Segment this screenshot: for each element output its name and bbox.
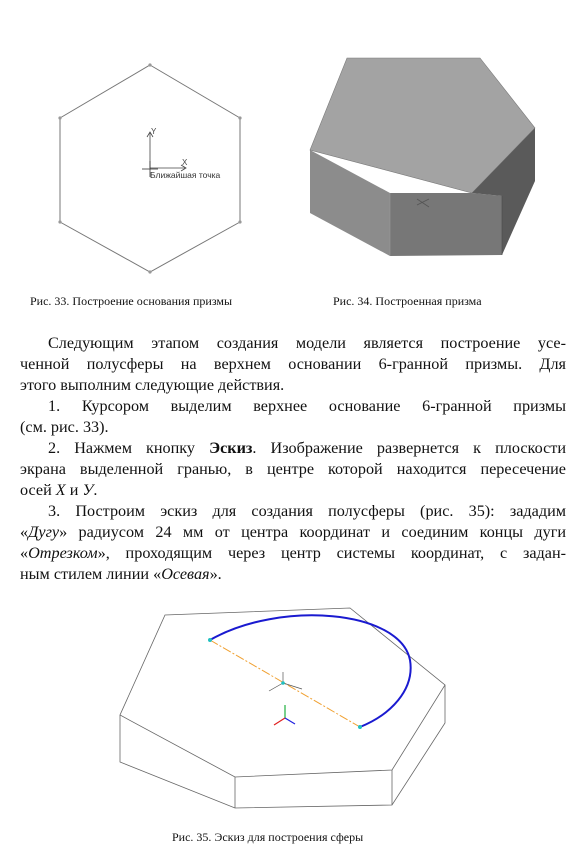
text-line: 3. Построим эскиз для создания полусферы (рис. 35): зададим — [48, 502, 566, 520]
axis-x-label: X — [182, 158, 188, 167]
arc-endpoint — [358, 725, 362, 729]
paragraph-step-1 — [20, 396, 566, 438]
text-line: 1. Курсором выделим верхнее основание 6-гранной призмы — [48, 397, 566, 415]
figure-34-prism-3d — [305, 55, 565, 260]
arc-endpoint — [208, 638, 212, 642]
coordinate-axes — [147, 132, 186, 171]
figure-33-hexagon-sketch — [50, 55, 250, 280]
text-line: осей X и У. — [20, 481, 98, 499]
text-line: «Дугу» радиусом 24 мм от центра координат и соединим концы дуги — [20, 523, 566, 541]
prism-top-face — [120, 608, 445, 777]
paragraph-step-2 — [20, 438, 566, 501]
figure-35-sketch-on-prism — [110, 590, 460, 815]
text-line: ным стилем линии «Осевая». — [20, 565, 222, 583]
text-line: экрана выделенной гранью, в центре которой находится пересечение — [20, 460, 566, 478]
text-line: этого выполним следующие действия. — [20, 376, 285, 394]
text-line: (см. рис. 33). — [20, 418, 109, 436]
axis-y-label: Y — [151, 127, 157, 136]
text-line: ченной полусферы на верхнем основании 6-гранной призмы. Для — [20, 355, 566, 373]
text-line: Следующим этапом создания модели является построение усе- — [48, 334, 566, 352]
text-line: 2. Нажмем кнопку Эскиз. Изображение развернется к плоскости — [48, 439, 566, 457]
text-line: «Отрезком», проходящим через центр системы координат, с задан- — [20, 544, 566, 562]
figure-33-caption: Рис. 33. Построение основания призмы — [30, 294, 233, 308]
paragraph-step-3 — [20, 501, 566, 585]
prism-front-face — [390, 193, 502, 256]
figure-34-caption: Рис. 34. Построенная призма — [333, 294, 482, 308]
paragraph-intro — [20, 333, 566, 396]
figure-35-caption: Рис. 35. Эскиз для построения сферы — [172, 830, 364, 844]
sketch-button-name: Эскиз — [209, 439, 253, 457]
snap-tooltip: Ближайшая точка — [150, 170, 221, 180]
